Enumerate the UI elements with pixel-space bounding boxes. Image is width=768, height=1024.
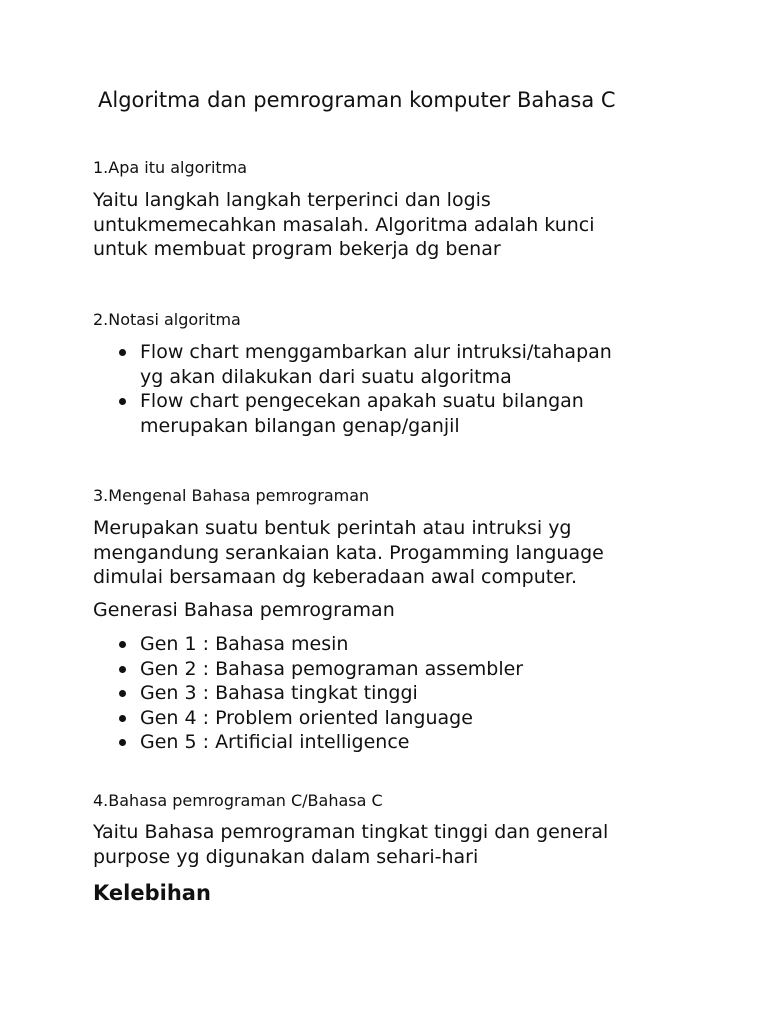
list-item-text: Gen 4 : Problem oriented language — [140, 706, 473, 729]
bullet-icon — [119, 398, 126, 405]
document-title: Algoritma dan pemrograman komputer Bahasa C — [98, 88, 616, 112]
list-item-text: Gen 2 : Bahasa pemograman assembler — [140, 657, 524, 680]
subheading-text: Generasi Bahasa pemrograman — [93, 599, 395, 621]
paragraph-line: purpose yg digunakan dalam sehari-hari — [93, 845, 479, 868]
bullet-icon — [119, 739, 126, 746]
paragraph-line: mengandung serankaian kata. Progamming language — [93, 541, 604, 564]
bullet-icon — [119, 349, 126, 356]
bullet-icon — [119, 641, 126, 648]
paragraph-line: Yaitu langkah langkah terperinci dan logis — [93, 189, 491, 211]
list-item — [93, 389, 612, 438]
section-1-heading: 1.Apa itu algoritma — [93, 158, 248, 177]
paragraph-line: untuk membuat program bekerja dg benar — [93, 238, 501, 260]
list-item — [93, 657, 523, 682]
bullet-icon — [119, 715, 126, 722]
list-item-line: merupakan bilangan genap/ganjil — [140, 414, 460, 437]
section-2-heading: 2.Notasi algoritma — [93, 310, 241, 329]
list-item — [93, 632, 523, 657]
list-item-line: yg akan dilakukan dari suatu algoritma — [140, 365, 512, 388]
list-item-text: Gen 5 : Artificial intelligence — [140, 731, 410, 753]
section-3-heading: 3.Mengenal Bahasa pemrograman — [93, 486, 370, 505]
list-item-line: Flow chart menggambarkan alur intruksi/tahapan — [140, 341, 612, 363]
list-item-text: Gen 1 : Bahasa mesin — [140, 633, 349, 655]
list-item — [93, 681, 523, 706]
bullet-icon — [119, 690, 126, 697]
section-1-paragraph — [93, 188, 693, 262]
section-3-subheading — [93, 598, 693, 623]
list-item — [93, 730, 523, 755]
paragraph-line: Merupakan suatu bentuk perintah atau intruksi yg — [93, 517, 572, 539]
section-4-heading: 4.Bahasa pemrograman C/Bahasa C — [93, 791, 383, 810]
bullet-icon — [119, 666, 126, 673]
paragraph-line: dimulai bersamaan dg keberadaan awal computer. — [93, 566, 577, 588]
paragraph-line: Yaitu Bahasa pemrograman tingkat tinggi dan general — [93, 821, 609, 843]
section-2-bullet-list — [93, 340, 612, 438]
list-item-line: Flow chart pengecekan apakah suatu bilangan — [140, 390, 584, 412]
kelebihan-heading: Kelebihan — [93, 881, 211, 905]
section-3-paragraph — [93, 516, 693, 590]
section-4-paragraph — [93, 820, 693, 869]
list-item — [93, 706, 523, 731]
list-item-text: Gen 3 : Bahasa tingkat tinggi — [140, 682, 418, 704]
section-3-bullet-list — [93, 632, 523, 755]
paragraph-line: untukmemecahkan masalah. Algoritma adalah kunci — [93, 213, 595, 236]
list-item — [93, 340, 612, 389]
